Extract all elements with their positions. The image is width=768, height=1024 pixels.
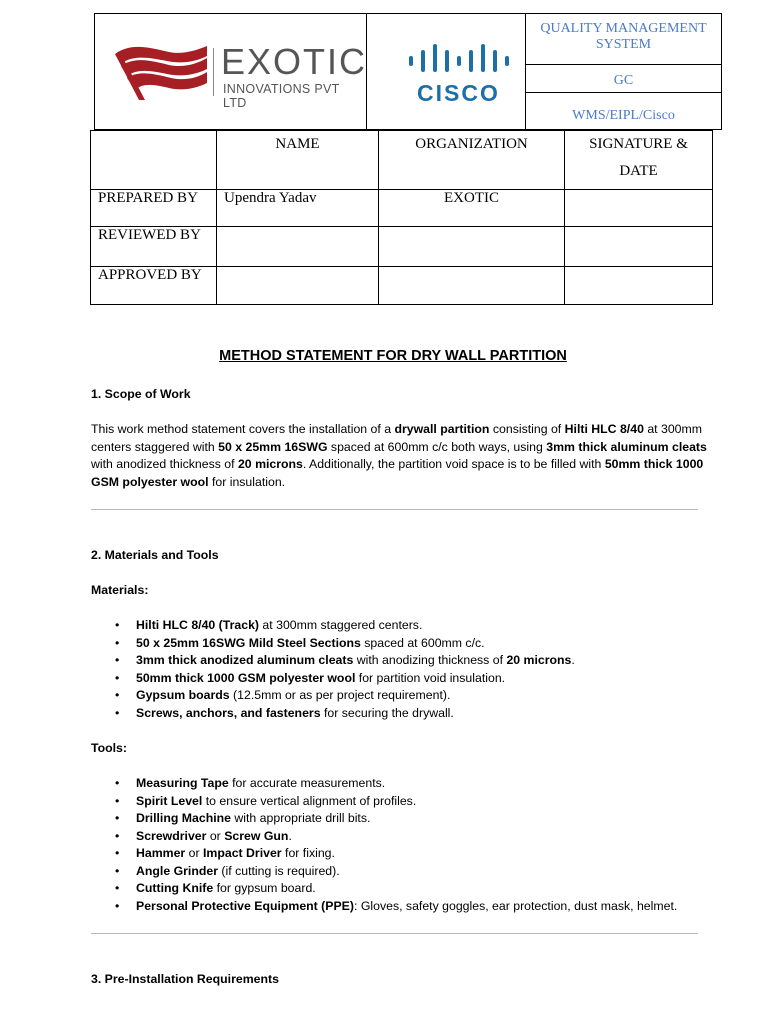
- approval-table: [90, 130, 713, 305]
- logo-divider: [213, 48, 214, 96]
- list-item-bold: 50 x 25mm 16SWG Mild Steel Sections: [136, 635, 361, 650]
- list-item-bold: Angle Grinder: [136, 863, 218, 878]
- list-item-bold: 20 microns: [506, 653, 572, 667]
- list-item-text: with appropriate drill bits.: [230, 811, 371, 825]
- tools-list-wrap: [91, 775, 711, 915]
- list-item: [91, 775, 711, 793]
- table-row: [91, 267, 713, 305]
- section-heading-scope: 1. Scope of Work: [91, 387, 191, 401]
- row-name: [217, 227, 379, 267]
- section-heading-materials-tools: 2. Materials and Tools: [91, 548, 219, 562]
- list-item: [91, 652, 711, 670]
- document-reference: WMS/EIPL/Cisco: [572, 108, 675, 123]
- list-item: [91, 687, 711, 705]
- scope-text-7: for insulation.: [208, 474, 286, 489]
- list-item-bold: Drilling Machine: [136, 811, 231, 825]
- list-item-text: to ensure vertical alignment of profiles.: [202, 793, 417, 808]
- approval-header-row: [91, 131, 713, 190]
- list-item-text: for accurate measurements.: [228, 776, 386, 790]
- list-item-text: with anodizing thickness of: [353, 653, 507, 667]
- section-heading-pre-installation: 3. Pre-Installation Requirements: [91, 972, 279, 986]
- list-item-bold: Screw Gun: [224, 828, 289, 843]
- list-item-bold: Impact Driver: [203, 846, 282, 860]
- materials-list: [91, 617, 711, 722]
- list-item-text: for securing the drywall.: [320, 705, 454, 720]
- scope-text-4: spaced at 600mm c/c both ways, using: [327, 439, 547, 454]
- row-signature: [565, 267, 713, 305]
- document-code: GC: [526, 65, 721, 93]
- list-item: [91, 828, 711, 846]
- exotic-flag-icon: [111, 42, 211, 102]
- list-item-text: for gypsum board.: [213, 881, 316, 895]
- list-item-text: .: [571, 653, 575, 667]
- cisco-logo-text: CISCO: [417, 80, 500, 106]
- section-divider: [91, 933, 698, 934]
- cisco-logo-cell: [367, 14, 526, 129]
- row-label: PREPARED BY: [91, 190, 217, 227]
- row-label: REVIEWED BY: [91, 227, 217, 267]
- list-item-text: (12.5mm or as per project requirement).: [229, 688, 451, 702]
- list-item-text: for fixing.: [281, 846, 335, 860]
- materials-list-wrap: [91, 617, 711, 722]
- list-item-text: : Gloves, safety goggles, ear protection, dust mask, helmet.: [353, 898, 678, 913]
- scope-text-2: consisting of: [489, 422, 565, 436]
- list-item: [91, 617, 711, 635]
- scope-text-6: . Additionally, the partition void space is to be filled with: [302, 457, 605, 471]
- list-item-bold: Cutting Knife: [136, 881, 214, 895]
- list-item: [91, 635, 711, 653]
- col-name-header: NAME: [217, 131, 379, 190]
- col-organization-header: ORGANIZATION: [379, 131, 565, 190]
- col-signature-line2: DATE: [619, 163, 658, 179]
- scope-bold-4: 3mm thick aluminum cleats: [546, 439, 707, 454]
- section-divider: [91, 509, 698, 510]
- list-item-bold: Hammer: [136, 846, 186, 860]
- list-item-bold: Screwdriver: [136, 828, 207, 843]
- list-item-text: .: [288, 828, 292, 843]
- row-organization: EXOTIC: [379, 190, 565, 227]
- tools-list: [91, 775, 711, 915]
- row-signature: [565, 227, 713, 267]
- list-item-text: (if cutting is required).: [218, 863, 340, 878]
- list-item-bold: Gypsum boards: [136, 688, 230, 702]
- scope-bold-5: 20 microns: [237, 457, 303, 471]
- header-blank-cell: [91, 131, 217, 190]
- row-name: [217, 267, 379, 305]
- row-label: APPROVED BY: [91, 267, 217, 305]
- col-signature-line1: SIGNATURE &: [589, 136, 688, 152]
- cisco-bars-icon: [409, 42, 509, 76]
- row-name: Upendra Yadav: [217, 190, 379, 227]
- scope-bold-1: drywall partition: [394, 422, 490, 436]
- list-item: [91, 863, 711, 881]
- document-title: METHOD STATEMENT FOR DRY WALL PARTITION: [219, 348, 567, 364]
- scope-bold-6: 50mm thick 1000 GSM polyester wool: [91, 457, 704, 489]
- scope-text-1: This work method statement covers the installation of a: [91, 422, 395, 436]
- list-item-text: for partition void insulation.: [355, 670, 506, 685]
- list-item: [91, 898, 711, 916]
- list-item-bold: Screws, anchors, and fasteners: [136, 705, 321, 720]
- scope-bold-3: 50 x 25mm 16SWG: [218, 439, 328, 454]
- list-item-bold: Personal Protective Equipment (PPE): [136, 898, 354, 913]
- table-row: [91, 190, 713, 227]
- scope-paragraph: [91, 421, 711, 491]
- row-organization: [379, 227, 565, 267]
- materials-label: Materials:: [91, 583, 149, 597]
- tools-label: Tools:: [91, 741, 127, 755]
- list-item: [91, 705, 711, 723]
- list-item: [91, 810, 711, 828]
- qms-cell: [526, 14, 721, 129]
- list-item-bold: 50mm thick 1000 GSM polyester wool: [136, 670, 356, 685]
- list-item: [91, 845, 711, 863]
- list-item-bold: 3mm thick anodized aluminum cleats: [136, 653, 354, 667]
- list-item: [91, 880, 711, 898]
- list-item-text: spaced at 600mm c/c.: [360, 635, 485, 650]
- list-item-bold: Spirit Level: [136, 793, 203, 808]
- list-item: [91, 670, 711, 688]
- list-item-text: or: [206, 828, 225, 843]
- exotic-logo-cell: [95, 14, 367, 129]
- row-organization: [379, 267, 565, 305]
- document-header: [94, 13, 722, 130]
- list-item: [91, 793, 711, 811]
- scope-bold-2: Hilti HLC 8/40: [564, 422, 644, 436]
- exotic-logo-text: EXOTIC: [221, 41, 368, 82]
- list-item-bold: Hilti HLC 8/40 (Track): [136, 618, 260, 632]
- list-item-text: or: [185, 846, 203, 860]
- list-item-bold: Measuring Tape: [136, 776, 229, 790]
- table-row: [91, 227, 713, 267]
- col-signature-header: [565, 131, 713, 190]
- list-item-text: at 300mm staggered centers.: [259, 618, 423, 632]
- exotic-logo-subtext: INNOVATIONS PVT LTD: [223, 82, 340, 110]
- scope-text-5: with anodized thickness of: [91, 457, 238, 471]
- scope-text-3: at 300mm centers staggered with: [91, 422, 702, 454]
- row-signature: [565, 190, 713, 227]
- qms-title: QUALITY MANAGEMENT SYSTEM: [526, 14, 721, 65]
